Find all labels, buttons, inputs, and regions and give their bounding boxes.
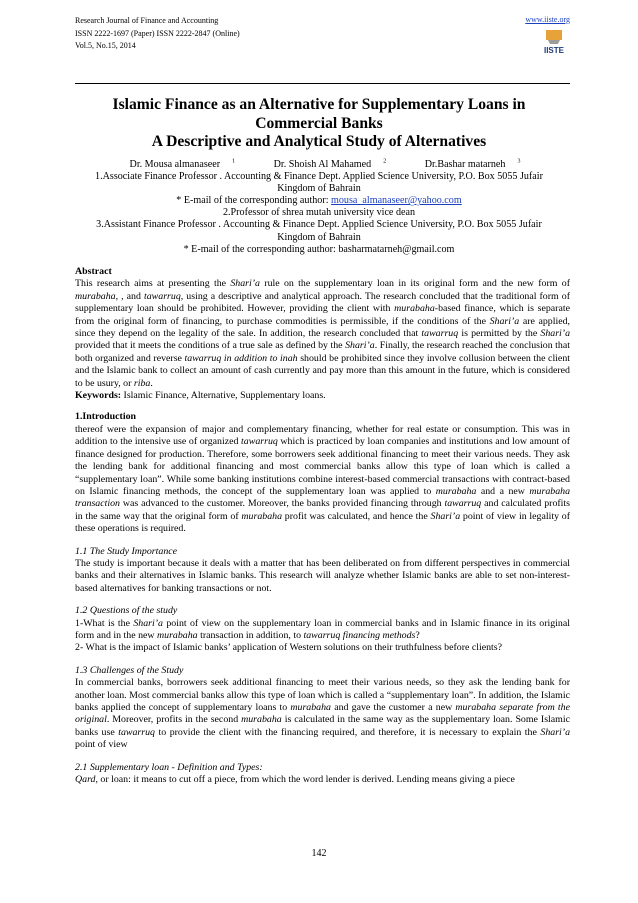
- journal-url-link[interactable]: www.iiste.org: [525, 15, 570, 24]
- journal-name: Research Journal of Finance and Accounting: [75, 16, 219, 25]
- corresponding-email-1: * E-mail of the corresponding author: mousa_almanaseer@yahoo.com: [176, 195, 462, 207]
- section-1-2-heading: 1.2 Questions of the study: [75, 605, 178, 617]
- author-names: [60, 159, 578, 171]
- issn: ISSN 2222-1697 (Paper) ISSN 2222-2847 (Online): [75, 28, 240, 38]
- affiliation-3: 3.Assistant Finance Professor . Accounting & Finance Dept. Applied Science University, P.O. Box 5055 Jufair: [96, 219, 542, 231]
- title-line-2: Commercial Banks: [255, 114, 383, 132]
- title-line-3: A Descriptive and Analytical Study of Alternatives: [151, 133, 487, 150]
- section-2-1-heading: 2.1 Supplementary loan - Definition and Types:: [75, 761, 263, 773]
- introduction-heading: 1.Introduction: [75, 411, 137, 423]
- header-rule: [75, 83, 570, 84]
- affiliation-1-country: Kingdom of Bahrain: [277, 183, 361, 195]
- author-block: [60, 159, 578, 256]
- paper-title: [60, 96, 578, 152]
- author-1: Dr. Mousa almanaseer $^1$: [129, 158, 236, 170]
- page-number: 142: [311, 848, 327, 859]
- email-link[interactable]: mousa_almanaseer@yahoo.com: [331, 195, 462, 207]
- author-2: Dr. Shoish Al Mahamed $^2$: [273, 158, 387, 170]
- author-3: Dr.Bashar matarneh $^3$: [424, 158, 521, 170]
- paper-body: [75, 266, 570, 786]
- title-line-1: Islamic Finance as an Alternative for Supplementary Loans in: [112, 96, 526, 113]
- abstract-text: This research aims at presenting the Shari’a rule on the supplementary loan in its original form and the new form of murabaha, , and tawarruq, using a descriptive and analytical approach. The research concluded that the traditional form of supplementary loan should be prohibited. However, providing the client with murabaha-based finance, which is separate from the original form of financing, to purchase commodities is permissible, if the conditions of the Shari’a are applied, since they depend on the legality of the sale. In addition, the research concluded that tawarruq is permitted by the Shari’a provided that it meets the conditions of a true sale as defined by the Shari’a. Finally, the research reached the conclusion that both organized and reverse tawarruq in addition to inah should be prohibited since they involve collusion between the client and the Islamic bank to collect an amount of cash currently and pay more than this amount in the future, which is considered to be usury, or riba.: [75, 278, 570, 389]
- affiliation-2: 2.Professor of shrea mutah university vice dean: [222, 207, 415, 219]
- section-2-1-text: Qard, or loan: it means to cut off a piece, from which the word lender is derived. Lending means giving a piece: [75, 774, 515, 786]
- section-1-1-text: The study is important because it deals with a matter that has been deliberated on from different perspectives in commercial banks and their alternatives in Islamic banks. This research will analyze whether Islamic banks are able to set non-interest-based alternatives for banking transactions or not.: [75, 557, 570, 594]
- abstract-heading: Abstract: [75, 266, 112, 277]
- corresponding-email-3: * E-mail of the corresponding author: basharmatarneh@gmail.com: [183, 243, 455, 255]
- affiliation-3-country: Kingdom of Bahrain: [277, 231, 361, 243]
- question-1: 1-What is the Shari’a point of view on the supplementary loan in commercial banks and in Islamic finance in its original form and in the new murabaha transaction in addition, to tawarruq financing methods?: [75, 617, 570, 641]
- volume-info: Vol.5, No.15, 2014: [75, 41, 136, 50]
- introduction-text: thereof were the expansion of major and complementary financing, whether for real estate or consumption. This was in addition to the intensive use of organized tawarruq which is practiced by loan companies and institutions and low amount of finance designed for production. Therefore, some borrowers seek additional financing to meet their various needs. They ask the lending bank for additional financing and most commercial banks allow this type of loan which is called a “supplementary loan”. While some banking institutions combine interest-based commercial transactions with contract-based on Islamic financing methods, the concept of the supplementary loan was applied to murabaha and a new murabaha transaction was advanced to the customer. Moreover, the banks provided financing through tawarruq and calculated profits in the same way that the original form of murabaha profit was calculated, and hence the Shari’a point of view in legality of these operations is required.: [75, 423, 571, 535]
- iiste-logo: [540, 29, 568, 55]
- section-1-1-heading: 1.1 The Study Importance: [75, 545, 178, 557]
- section-1-3-text: In commercial banks, borrowers seek additional financing to meet their various needs, so they ask the lending bank for another loan. Most commercial banks allow this type of loan which is called a “supplementary loan”. In addition, the Islamic banks applied the concept of supplementary loans to murabaha and gave the customer a new murabaha separate from the original. Moreover, profits in the second murabaha is calculated in the same way as the supplementary loan. Some Islamic banks use tawarruq to provide the client with the financing required, and therefore, it is necessary to explain the Shari’a point of view: [75, 677, 571, 751]
- section-1-3-heading: 1.3 Challenges of the Study: [75, 664, 184, 676]
- keywords: Keywords: Islamic Finance, Alternative, Supplementary loans.: [75, 390, 326, 402]
- logo-text: IISTE: [543, 46, 565, 55]
- question-2: 2- What is the impact of Islamic banks’ application of Western solutions on their truthfulness before clients?: [75, 642, 503, 654]
- affiliation-1: 1.Associate Finance Professor . Accounting & Finance Dept. Applied Science University, P.O. Box 5055 Jufair: [95, 171, 543, 183]
- journal-header: [75, 15, 240, 53]
